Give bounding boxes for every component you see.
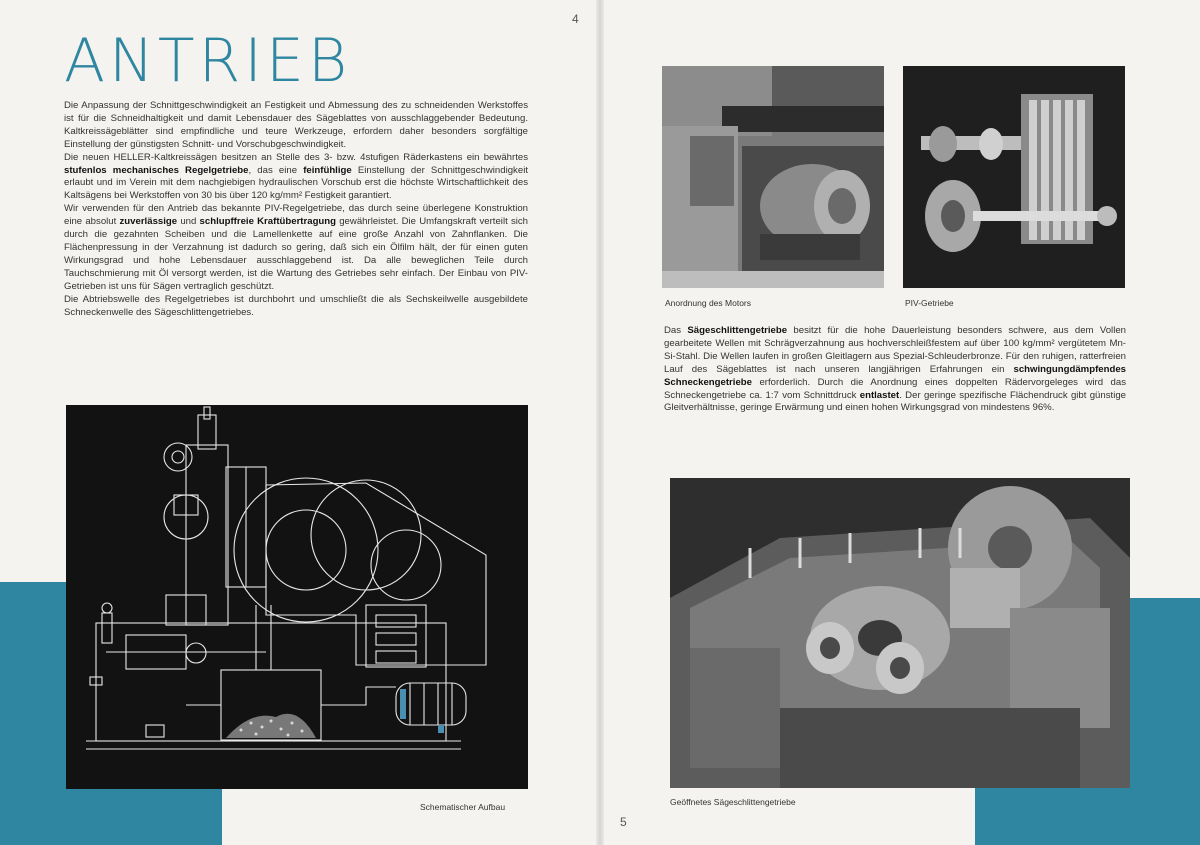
paragraph — [64, 152, 528, 204]
schematic-illustration — [66, 405, 528, 789]
page-number-left: 4 — [572, 12, 579, 26]
text-run: gewährleistet. Die Umfangskraft verteilt sich durch die gezahnten Scheiben und die Lamellenkette auf eine große Anzahl von Zahnflanken. Die Flächenpressung in der Verzahnung ist dadurch so gering, daß sich ein Ölfilm hält, der für einen guten Wirkungsgrad und hohe Lebensdauer ausschlaggebend ist. Da alle beweglichen Teile durch Tauchschmierung mit Öl versorgt werden, ist die Wartung des Getriebes sehr einfach. Der Einbau von PIV-Getrieben ist uns für Sägen vertraglich geschützt. — [64, 216, 529, 292]
text-run: erforderlich. Durch die Anordnung eines doppelten Rädervorgeleges wird das Schneckengetriebe ca. 1:7 vom Schnittdruck — [664, 376, 1126, 401]
gearbox-photo — [670, 478, 1130, 788]
emphasis-text: schwingungdämpfendes Schneckengetriebe — [664, 363, 1126, 388]
motor-illustration — [662, 66, 884, 288]
emphasis-text: schlupffreie Kraftübertragung — [199, 216, 337, 228]
page-number-right: 5 — [620, 815, 627, 829]
page-gutter — [596, 0, 604, 845]
paragraph — [64, 100, 528, 152]
paragraph — [64, 203, 528, 293]
emphasis-text: zuverlässige — [119, 216, 178, 228]
text-run: Die Abtriebswelle des Regelgetriebes ist durchbohrt und umschließt die als Sechskeilwelle ausgebildete Schneckenwelle des Sägeschlittengetriebes. — [64, 293, 528, 318]
gearbox-caption: Geöffnetes Sägeschlittengetriebe — [670, 797, 796, 807]
text-run: Das — [664, 325, 688, 336]
text-run: Die Anpassung der Schnittgeschwindigkeit an Festigkeit und Abmessung des zu schneidenden Werkstoffes ist für die Schneidhaltigkeit und damit Lebensdauer des Sägeblattes von ausschlaggebender Bedeutung. Kaltkreissägeblätter sind empfindliche und teure Werkzeuge, erfordern daher besonders sorgfältige Einstellung der günstigsten Schnitt- und Vorschubgeschwindigkeit. — [64, 100, 528, 150]
text-run: , das eine — [248, 164, 304, 176]
piv-illustration — [903, 66, 1125, 288]
schematic-drawing — [66, 405, 528, 789]
piv-caption: PIV-Getriebe — [905, 298, 954, 308]
gearbox-illustration — [670, 478, 1130, 788]
paragraph — [664, 325, 1126, 415]
page-title: ANTRIEB — [64, 26, 352, 96]
right-body-text — [664, 325, 1126, 415]
text-run: besitzt für die hohe Dauerleistung besonders schwere, aus dem Vollen gearbeitete Wellen mit Schrägverzahnung aus hochverschleißfestem auf über 100 kg/mm² vergütetem Mn-Si-Stahl. Die Wellen laufen in großen Gleitlagern aus Spezial-Schleuderbronze. Für den ruhigen, ratterfreien Lauf des Sägeblattes ist nach unseren langjährigen Erfahrungen ein — [664, 325, 1126, 375]
emphasis-text: feinfühlige — [303, 164, 352, 176]
text-run: Die neuen HELLER-Kaltkreissägen besitzen an Stelle des 3- bzw. 4stufigen Räderkastens ein bewährtes — [64, 151, 528, 163]
motor-photo — [662, 66, 884, 288]
left-body-text — [64, 100, 528, 319]
text-run: und — [177, 216, 200, 228]
motor-caption: Anordnung des Motors — [665, 298, 751, 308]
text-run: . Der geringe spezifische Flächendruck gibt günstige Gleitverhältnisse, geringe Erwärmung und einen hohen Wirkungsgrad von mindestens 96%. — [664, 389, 1126, 414]
emphasis-text: stufenlos mechanisches Regelgetriebe — [64, 164, 249, 176]
text-run: Wir verwenden für den Antrieb das bekannte PIV-Regelgetriebe, das durch seine überlegene Konstruktion eine absolut — [64, 203, 528, 228]
schematic-caption: Schematischer Aufbau — [420, 802, 506, 812]
emphasis-text: entlastet — [859, 389, 900, 401]
text-run: Einstellung der Schnittgeschwindigkeit erlaubt und im Verein mit dem nachgiebigen hydraulischen Vorschub erst die höchste Wirtschaftlichkeit des Kaltsägens bei Werkstoffen von 30 bis über 120 kg/mm² Festigkeit garantiert. — [64, 164, 528, 202]
emphasis-text: Sägeschlittengetriebe — [687, 325, 788, 336]
paragraph — [64, 294, 528, 320]
piv-photo — [903, 66, 1125, 288]
left-page — [0, 0, 598, 845]
